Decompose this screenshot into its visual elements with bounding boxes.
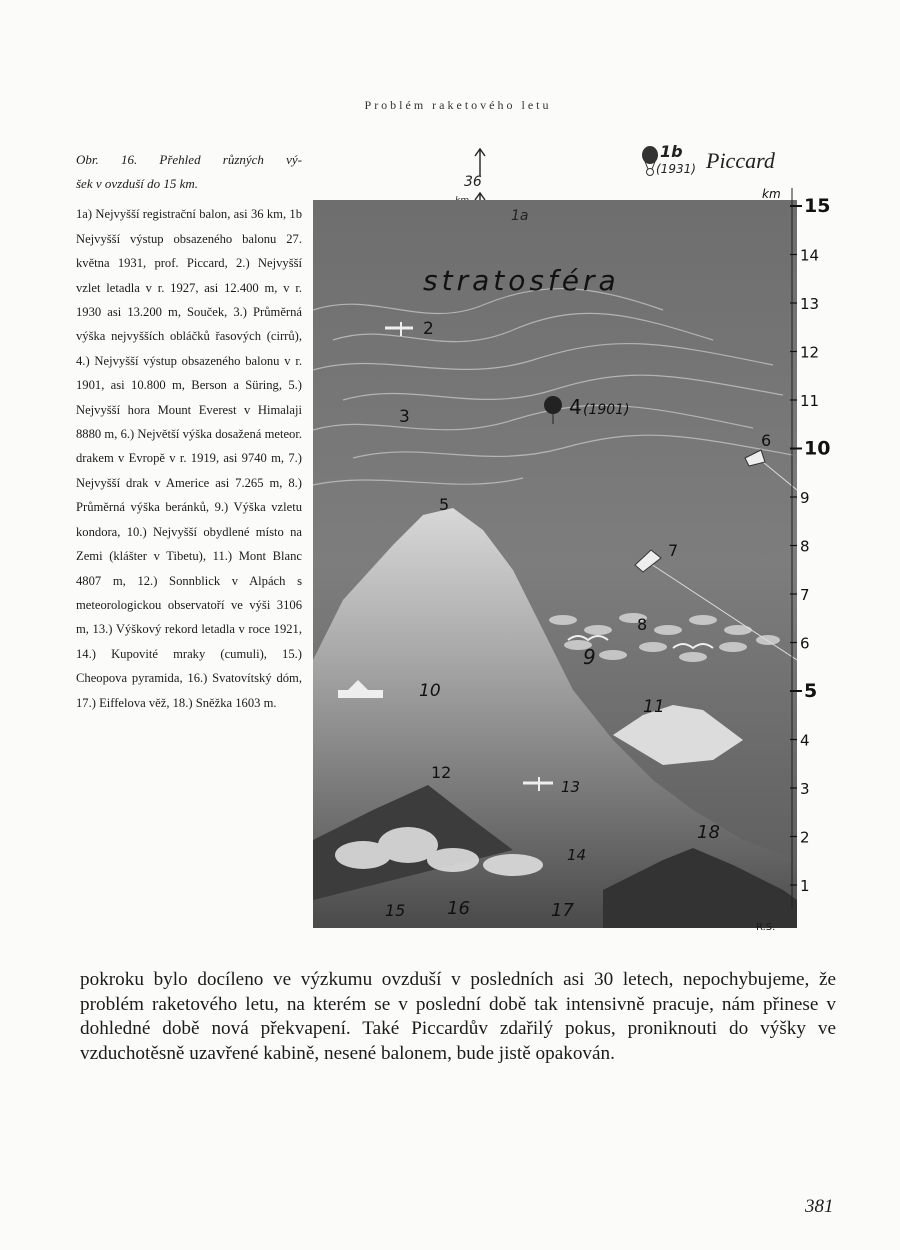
page-number: 381 <box>805 1196 834 1217</box>
running-head: Problém raketového letu <box>364 98 552 112</box>
scale-tick-label: 5 <box>804 680 818 702</box>
scale-tick-label: 15 <box>804 195 831 217</box>
label-6: 6 <box>761 431 772 450</box>
scale-tick-label: 14 <box>800 246 820 265</box>
label-8: 8 <box>637 615 648 634</box>
scale-tick-label: 13 <box>800 295 820 313</box>
body-paragraph: pokroku bylo docíleno ve výzkumu ovzduší v posledních asi 30 letech, nepochybujeme, že problém raketového letu, na kterém se v poslední době tak intensivně pracuje, nám přinese v dohledné době nová překvapení. Také Piccardův zdařilý pokus, proniknouti do výšky ve vzduchotěsně uzavřené kabině, nesené balonem, bude jistě opakován. <box>80 969 836 1064</box>
scale-tick-label: 10 <box>804 437 831 460</box>
scale-tick-label: 4 <box>800 731 810 750</box>
label-12: 12 <box>431 763 452 782</box>
caption-title-line1: Obr. 16. Přehled různých vý- <box>76 152 302 167</box>
scale-tick-label: 2 <box>800 828 810 847</box>
piccard-1b-label: 1b <box>660 142 683 161</box>
label-17: 17 <box>551 900 574 921</box>
altitude-scale <box>762 187 840 908</box>
label-18: 18 <box>697 822 720 843</box>
body-text <box>80 968 836 1066</box>
scale-tick-label: 1 <box>800 877 810 895</box>
scale-tick-label: 8 <box>800 537 810 556</box>
label-4-year: (1901) <box>583 402 630 418</box>
stratosphere-label: stratosféra <box>423 264 620 297</box>
caption-body: 1a) Nejvyšší registrační balon, asi 36 km, 1b Nejvyšší výstup obsazeného balonu 27. května 1931, prof. Piccard, 2.) Nejvyšší vzlet letadla v r. 1927, asi 12.400 m, v r. 1930 asi 13.200 m, Souček, 3.) Průměrná výška nejvyšších obláčků řasových (cirrů), 4.) Nejvyšší výstup obsazeného balonu v r. 1901, asi 10.800 m, Berson a Süring, 5.) Nejvyšší hora Mount Everest v Himalaji 8880 m, 6.) Největší výška dosažená meteor. drakem v Evropě v r. 1919, asi 9740 m, 7.) Nejvyšší drak v Americe asi 7.265 m, 8.) Průměrná výška beránků, 9.) Výška vzletu kondora, 10.) Nejvyšší obydlené místo na Zemi (klášter v Tibetu), 11.) Mont Blanc 4807 m, 12.) Sonnblick v Alpách s meteorologickou observatoří ve výši 3106 m, 13.) Výškový rekord letadla v roce 1921, 14.) Kupovité mraky (cumuli), 15.) Cheopova pyramida, 16.) Svatovítský dóm, 17.) Eiffelova věž, 18.) Sněžka 1603 m. <box>76 207 302 710</box>
scale-tick-label: 6 <box>800 634 810 653</box>
altitude-illustration <box>313 200 797 928</box>
label-14: 14 <box>567 846 587 864</box>
label-13: 13 <box>561 778 581 796</box>
label-15: 15 <box>385 901 406 920</box>
label-4: 4 <box>569 395 582 419</box>
scale-unit-label: km <box>762 187 781 201</box>
label-1a: 1a <box>511 208 529 224</box>
scale-tick-label: 12 <box>800 343 820 362</box>
figure-caption <box>76 148 302 715</box>
label-2: 2 <box>423 319 434 339</box>
piccard-year-label: (1931) <box>656 162 696 176</box>
label-10: 10 <box>419 681 441 701</box>
label-16: 16 <box>447 898 470 919</box>
artist-signature: R.S. <box>756 922 776 933</box>
label-9: 9 <box>583 645 596 669</box>
label-3: 3 <box>399 407 410 427</box>
scale-tick-label: 9 <box>800 489 810 507</box>
piccard-name-label: Piccard <box>706 148 775 173</box>
scale-tick-label: 3 <box>800 780 810 798</box>
scale-tick-label: 11 <box>800 392 820 410</box>
scale-tick-label: 7 <box>800 586 810 604</box>
label-7: 7 <box>668 541 679 560</box>
label-5: 5 <box>439 495 450 514</box>
top-height-label: 36 <box>464 174 482 190</box>
label-11: 11 <box>643 697 665 717</box>
caption-title-line2: šek v ovzduší do 15 km. <box>76 176 199 191</box>
